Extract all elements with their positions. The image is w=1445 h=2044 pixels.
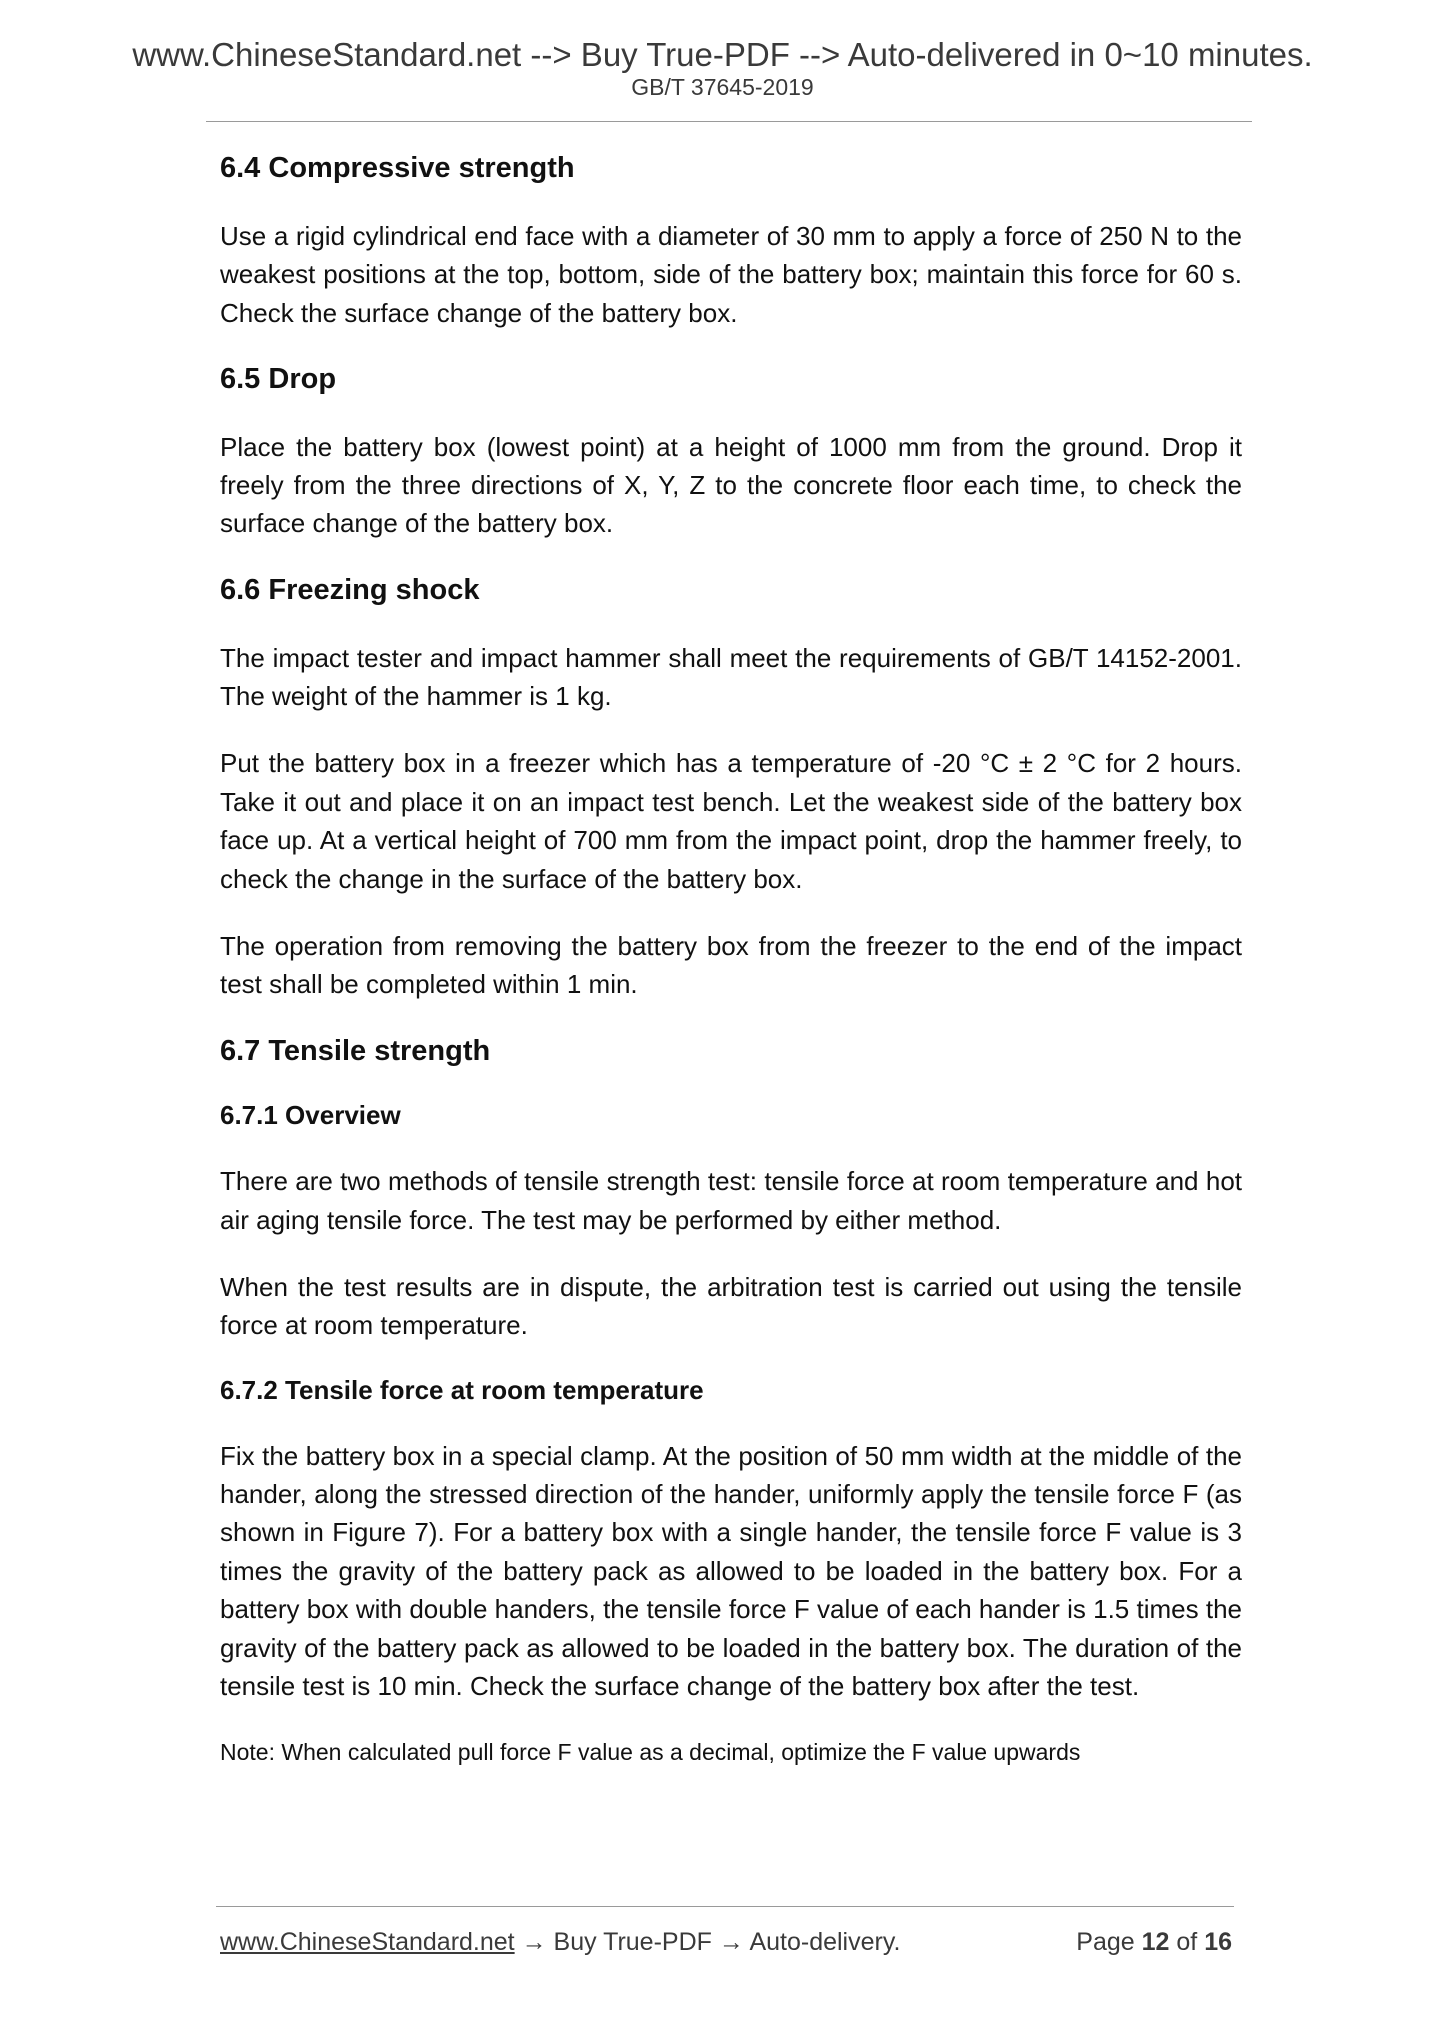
page-number: 12: [1141, 1928, 1170, 1956]
paragraph-6-6-1: The impact tester and impact hammer shall meet the requirements of GB/T 14152-2001. The weight of the hammer is 1 kg.: [220, 642, 1242, 711]
arrow-right-icon: →: [718, 1928, 744, 1956]
site-link[interactable]: www.ChineseStandard.net: [220, 1928, 515, 1956]
paragraph-6-6-3: The operation from removing the battery box from the freezer to the end of the impact test shall be completed within 1 min.: [220, 930, 1242, 1000]
header-divider: [206, 121, 1252, 122]
standard-number: GB/T 37645-2019: [631, 74, 814, 100]
auto-delivery-text: Auto-delivery.: [749, 1928, 901, 1956]
note-6-7-2: Note: When calculated pull force F value as a decimal, optimize the F value upwards: [220, 1738, 1081, 1765]
page-indicator: [1076, 1930, 1232, 1955]
heading-6-6: 6.6 Freezing shock: [220, 573, 480, 606]
document-body: [220, 150, 1242, 1769]
page-label: Page: [1076, 1928, 1135, 1956]
paragraph-6-6-2: Put the battery box in a freezer which has a temperature of -20 °C ± 2 °C for 2 hours. Take it out and place it on an impact test bench. Let the weakest side of the battery box face up. At a vertical height of 700 mm from the impact point, drop the hammer freely, to check the change in the surface of the battery box.: [220, 748, 1242, 894]
arrow-right-icon: →: [521, 1928, 547, 1956]
paragraph-6-7-2: Fix the battery box in a special clamp. At the position of 50 mm width at the middle of the hander, along the stressed direction of the hander, uniformly apply the tensile force F (as shown in Figure 7). For a battery box with a single hander, the tensile force F value is 3 times the gravity of the battery pack as allowed to be loaded in the battery box. For a battery box with double handers, the tensile force F value of each hander is 1.5 times the gravity of the battery pack as allowed to be loaded in the battery box. The duration of the tensile test is 10 min. Check the surface change of the battery box after the test.: [220, 1440, 1242, 1702]
heading-6-7: 6.7 Tensile strength: [220, 1034, 491, 1067]
paragraph-6-5: Place the battery box (lowest point) at a height of 1000 mm from the ground. Drop it freely from the three directions of X, Y, Z to the concrete floor each time, to check the surface change of the battery box.: [220, 431, 1242, 539]
top-banner: www.ChineseStandard.net --> Buy True-PDF --> Auto-delivered in 0~10 minutes.: [132, 36, 1313, 73]
paragraph-6-4: Use a rigid cylindrical end face with a diameter of 30 mm to apply a force of 250 N to the weakest positions at the top, bottom, side of the battery box; maintain this force for 60 s. Check the surface change of the battery box.: [220, 220, 1242, 328]
total-pages: 16: [1204, 1928, 1232, 1956]
heading-6-7-2: 6.7.2 Tensile force at room temperature: [220, 1374, 704, 1405]
footer-links: [220, 1930, 900, 1955]
of-label: of: [1176, 1928, 1198, 1956]
footer-divider: [216, 1906, 1234, 1907]
heading-6-5: 6.5 Drop: [220, 362, 337, 395]
paragraph-6-7-1-2: When the test results are in dispute, the arbitration test is carried out using the tensile force at room temperature.: [220, 1272, 1242, 1341]
buy-true-pdf-text: Buy True-PDF: [553, 1928, 712, 1956]
heading-6-7-1: 6.7.1 Overview: [220, 1100, 401, 1131]
heading-6-4: 6.4 Compressive strength: [220, 152, 575, 184]
paragraph-6-7-1-1: There are two methods of tensile strength test: tensile force at room temperature and hot air aging tensile force. The test may be performed by either method.: [220, 1166, 1242, 1235]
